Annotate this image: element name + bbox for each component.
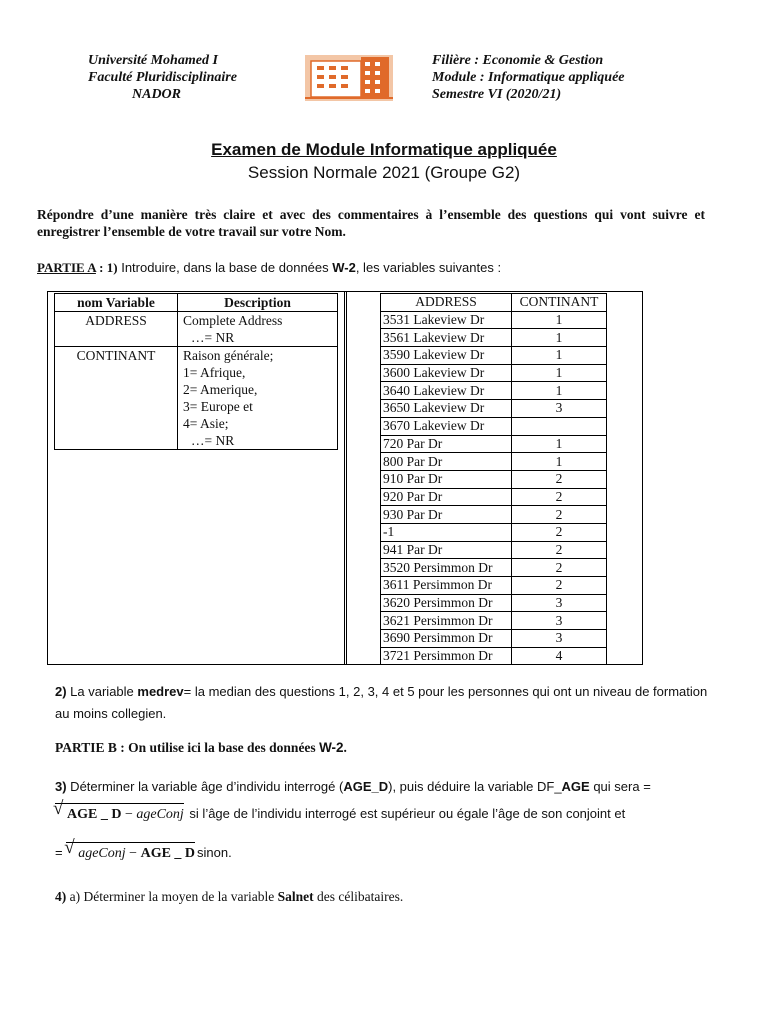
- variable-name: ADDRESS: [55, 312, 178, 347]
- address-cell: 3721 Persimmon Dr: [381, 647, 512, 665]
- continant-cell: 2: [512, 523, 607, 541]
- filiere: Filière : Economie & Gestion: [432, 53, 604, 68]
- address-cell: 3531 Lakeview Dr: [381, 311, 512, 329]
- column-header: nom Variable: [55, 294, 178, 312]
- continant-cell: 1: [512, 453, 607, 471]
- table-row: [381, 400, 607, 418]
- variable-medrev: medrev: [137, 684, 184, 699]
- continant-cell: 1: [512, 311, 607, 329]
- continant-cell: 1: [512, 435, 607, 453]
- table-row: [55, 347, 338, 450]
- university-header: [88, 52, 237, 103]
- continant-cell: 4: [512, 647, 607, 665]
- table-row: [381, 453, 607, 471]
- database-name: W-2: [332, 260, 356, 275]
- continant-cell: 2: [512, 559, 607, 577]
- continant-cell: 1: [512, 382, 607, 400]
- university-building-logo: [305, 55, 393, 101]
- table-row: [381, 470, 607, 488]
- question-2-number: 2): [55, 684, 67, 699]
- frame-divider: [346, 292, 347, 664]
- address-cell: 941 Par Dr: [381, 541, 512, 559]
- address-cell: 3620 Persimmon Dr: [381, 594, 512, 612]
- table-header-row: [55, 294, 338, 312]
- sqrt-formula-1: √ AGE _ D − ageConj: [55, 803, 184, 826]
- table-row: [381, 417, 607, 435]
- table-header-row: [381, 294, 607, 312]
- table-row: [381, 541, 607, 559]
- table-row: [381, 364, 607, 382]
- address-cell: -1: [381, 523, 512, 541]
- variable-salnet: Salnet: [277, 889, 314, 904]
- frame-divider: [344, 292, 345, 664]
- column-header: Description: [178, 294, 338, 312]
- table-row: [381, 559, 607, 577]
- column-header: ADDRESS: [381, 294, 512, 312]
- address-data-table: [380, 293, 607, 665]
- continant-cell: 3: [512, 612, 607, 630]
- exam-title: Examen de Module Informatique appliquée: [211, 140, 557, 159]
- table-row: [381, 577, 607, 595]
- table-row: [381, 488, 607, 506]
- variable-name: CONTINANT: [55, 347, 178, 450]
- table-row: [381, 647, 607, 665]
- partie-a-heading: PARTIE A : 1) Introduire, dans la base de données W-2, les variables suivantes :: [37, 260, 502, 275]
- variable-description: Raison générale; 1= Afrique, 2= Amerique, 3= Europe et 4= Asie; …= NR: [178, 347, 338, 450]
- table-row: [381, 347, 607, 365]
- variable-description-table: [54, 293, 338, 450]
- table-row: [381, 382, 607, 400]
- partie-a-label: PARTIE A: [37, 260, 96, 275]
- table-row: [381, 311, 607, 329]
- continant-cell: 2: [512, 488, 607, 506]
- question-1-number: 1): [106, 260, 118, 275]
- address-cell: 3611 Persimmon Dr: [381, 577, 512, 595]
- address-cell: 3621 Persimmon Dr: [381, 612, 512, 630]
- faculty-name: Faculté Pluridisciplinaire: [88, 70, 237, 85]
- city-name: NADOR: [132, 87, 182, 102]
- university-name: Université Mohamed I: [88, 53, 218, 68]
- table-row: [381, 506, 607, 524]
- table-row: [381, 612, 607, 630]
- question-4-number: 4): [55, 889, 67, 904]
- address-cell: 720 Par Dr: [381, 435, 512, 453]
- continant-cell: 2: [512, 506, 607, 524]
- address-cell: 3670 Lakeview Dr: [381, 417, 512, 435]
- instructions: Répondre d’une manière très claire et avec des commentaires à l’ensemble des questions qui vont suivre et enregistrer l’ensemble de votre travail sur votre Nom.: [37, 207, 705, 239]
- variable-description: Complete Address …= NR: [178, 312, 338, 347]
- address-cell: 3650 Lakeview Dr: [381, 400, 512, 418]
- partie-b-heading: PARTIE B : On utilise ici la base des données W-2.: [55, 740, 347, 755]
- address-cell: 3600 Lakeview Dr: [381, 364, 512, 382]
- address-cell: 920 Par Dr: [381, 488, 512, 506]
- question-3: 3) Déterminer la variable âge d’individu interrogé (AGE_D), puis déduire la variable DF_AGE qui sera =: [55, 779, 651, 794]
- database-name: W-2: [319, 740, 344, 755]
- continant-cell: [512, 417, 607, 435]
- continant-cell: 3: [512, 400, 607, 418]
- address-cell: 3520 Persimmon Dr: [381, 559, 512, 577]
- question-3-number: 3): [55, 779, 67, 794]
- address-cell: 930 Par Dr: [381, 506, 512, 524]
- exam-title-block: [0, 139, 768, 185]
- table-row: [381, 329, 607, 347]
- table-row: [381, 523, 607, 541]
- address-cell: 800 Par Dr: [381, 453, 512, 471]
- sqrt-formula-2: √ ageConj − AGE _ D: [66, 842, 195, 865]
- continant-cell: 2: [512, 577, 607, 595]
- exam-session: Session Normale 2021 (Groupe G2): [247, 163, 521, 182]
- formula-1-line: √ AGE _ D − ageConj si l’âge de l’individu interrogé est supérieur ou égale l’âge de son conjoint et: [55, 803, 625, 826]
- address-cell: 910 Par Dr: [381, 470, 512, 488]
- continant-cell: 1: [512, 364, 607, 382]
- continant-cell: 3: [512, 594, 607, 612]
- table-row: [55, 312, 338, 347]
- continant-cell: 2: [512, 470, 607, 488]
- address-cell: 3640 Lakeview Dr: [381, 382, 512, 400]
- module-header: [432, 52, 625, 103]
- continant-cell: 3: [512, 630, 607, 648]
- address-cell: 3690 Persimmon Dr: [381, 630, 512, 648]
- module-name: Module : Informatique appliquée: [432, 70, 625, 85]
- table-row: [381, 435, 607, 453]
- address-cell: 3561 Lakeview Dr: [381, 329, 512, 347]
- table-row: [381, 594, 607, 612]
- question-2: 2) La variable medrev= la median des questions 1, 2, 3, 4 et 5 pour les personnes qui ont un niveau de formation au moins collegien.: [55, 684, 708, 721]
- continant-cell: 1: [512, 329, 607, 347]
- column-header: CONTINANT: [512, 294, 607, 312]
- question-4: 4) a) Déterminer la moyen de la variable Salnet des célibataires.: [55, 889, 404, 904]
- formula-2-line: = √ ageConj − AGE _ D sinon.: [55, 842, 232, 865]
- continant-cell: 1: [512, 347, 607, 365]
- semester: Semestre VI (2020/21): [432, 87, 562, 102]
- table-row: [381, 630, 607, 648]
- address-cell: 3590 Lakeview Dr: [381, 347, 512, 365]
- continant-cell: 2: [512, 541, 607, 559]
